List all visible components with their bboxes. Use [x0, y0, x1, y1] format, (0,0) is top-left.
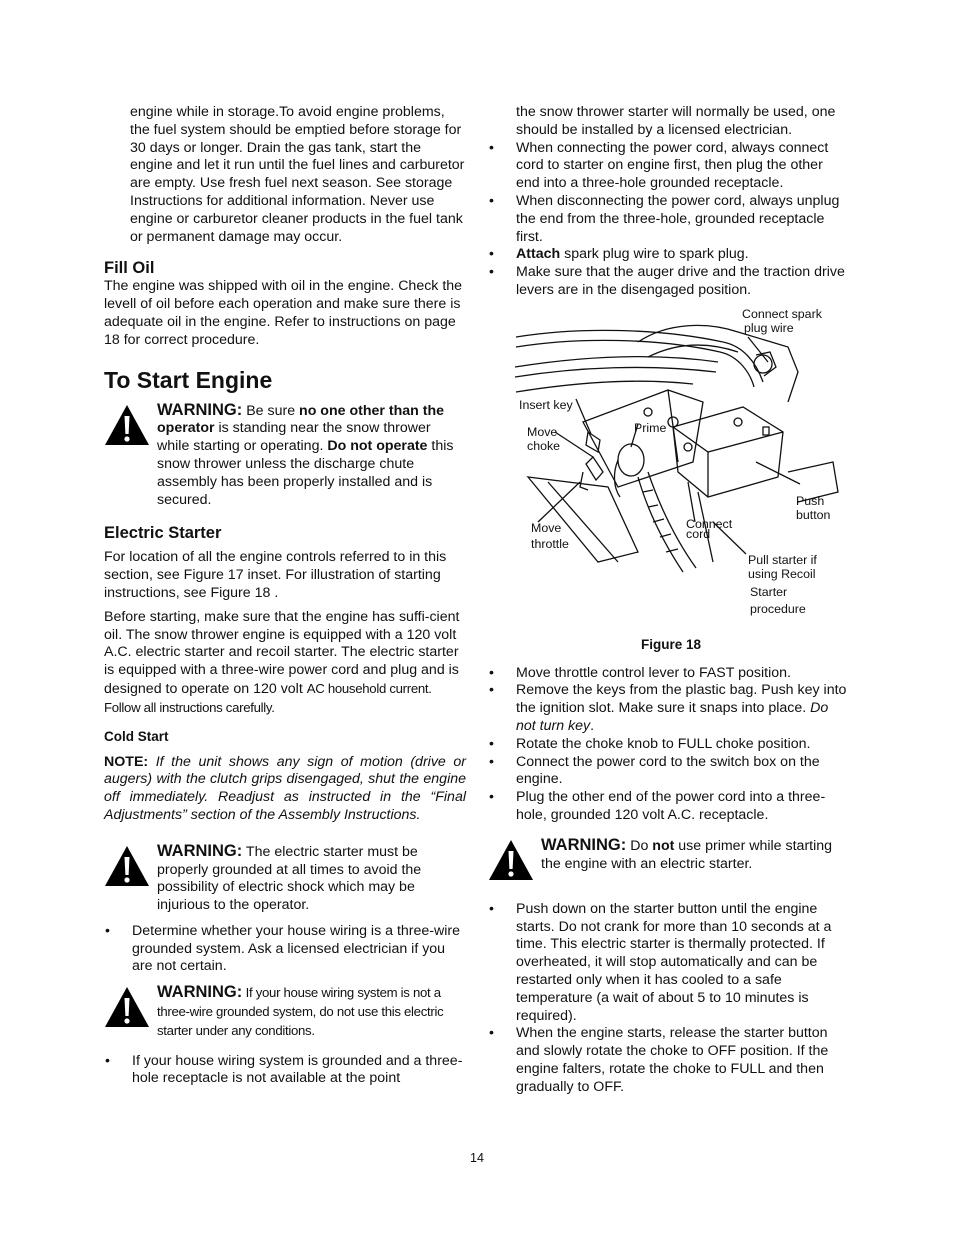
label-move-choke: Move choke	[527, 424, 561, 454]
label-prime: Prime	[634, 420, 667, 435]
cold-start-heading: Cold Start	[104, 728, 169, 744]
list-item: • Make sure that the auger drive and the traction drive levers are in the disengaged position.	[488, 264, 848, 300]
list-item: • When the engine starts, release the starter button and slowly rotate the choke to OFF position. If the engine falters, rotate the choke to FULL and then gradually to OFF.	[488, 1025, 848, 1096]
label-push-button: Push button	[796, 493, 831, 523]
list-item: • Move throttle control lever to FAST position.	[488, 665, 848, 683]
list-item: • Connect the power cord to the switch box on the engine.	[488, 754, 848, 790]
warning-block-wiring	[104, 984, 466, 1040]
intro-paragraph: engine while in storage.To avoid engine problems, the fuel system should be emptied before storage for 30 days or longer. Drain the gas tank, start the engine and let it run until the fuel lines and carburetor are empty. Use fresh fuel next season. See storage Instructions for additional information. Never use engine or carburetor cleaner products in the fuel tank or permanent damage may occur.	[130, 104, 465, 245]
fill-oil-paragraph: The engine was shipped with oil in the engine. Check the levell of oil before each operation and make sure there is adequate oil in the engine. Refer to instructions on page 18 for correct procedure.	[104, 278, 463, 348]
list-item: • When connecting the power cord, always connect cord to starter on engine first, then plug the other end into a three-hole grounded receptacle.	[488, 140, 848, 193]
list-item: • Remove the keys from the plastic bag. Push key into the ignition slot. Make sure it snaps into place. Do not turn key.	[488, 682, 848, 735]
list-item: • Rotate the choke knob to FULL choke position.	[488, 736, 848, 754]
bullet-list-power-cord	[488, 140, 848, 300]
bullet-list-starter-button	[488, 901, 848, 1097]
label-connect-cord: Connect cord	[686, 516, 733, 542]
warning-block-primer	[488, 837, 848, 881]
warning-operator-text: WARNING: Be sure no one other than the operator is standing near the snow thrower while starting or operating. Do not operate this snow thrower unless the discharge chute assembly has been properly installed and is secured.	[157, 400, 454, 508]
warning-grounding-text: WARNING: The electric starter must be properly grounded at all times to avoid the possibility of electric shock which may be injurious to the operator.	[157, 841, 422, 914]
label-connect-spark-plug-wire: Connect spark plug wire	[742, 306, 822, 336]
list-item: • Plug the other end of the power cord into a three-hole, grounded 120 volt A.C. receptacle.	[488, 789, 848, 825]
list-item: • Attach spark plug wire to spark plug.	[488, 246, 848, 264]
electric-starter-heading: Electric Starter	[104, 524, 222, 543]
list-item: • Push down on the starter button until the engine starts. Do not crank for more than 10 seconds at a time. This electric starter is thermally protected. If overheated, it will stop automatically and can be restarted only when it has cooled to a safe temperature (a wait of about 5 to 10 minutes is required).	[488, 901, 848, 1026]
figure-18	[488, 306, 848, 624]
label-move-throttle: Move throttle	[531, 520, 569, 552]
continued-paragraph: the snow thrower starter will normally be used, one should be installed by a licensed electrician.	[516, 104, 836, 138]
list-item: • When disconnecting the power cord, always unplug the end from the three-hole, grounded receptacle first.	[488, 193, 848, 246]
fill-oil-heading: Fill Oil	[104, 259, 155, 278]
label-pull-starter: Pull starter if using Recoil Starter procedure	[748, 552, 817, 617]
page-number: 14	[470, 1151, 484, 1165]
list-item: • If your house wiring system is grounded and a three-hole receptacle is not available at the point	[104, 1053, 466, 1089]
electric-starter-paragraph-2: Before starting, make sure that the engine has suffi-cient oil. The snow thrower engine is equipped with a 120 volt A.C. electric starter and recoil starter. The electric starter is equipped with a three-wire power cord and plug and is designed to operate on 120 volt AC household current. Follow all instructions carefully.	[104, 608, 460, 715]
warning-exclamation-icon	[104, 986, 150, 1028]
start-engine-heading: To Start Engine	[104, 366, 273, 393]
warning-exclamation-icon	[104, 404, 150, 446]
bullet-list-receptacle	[104, 1053, 466, 1089]
bullet-list-wiring	[104, 923, 466, 976]
warning-exclamation-icon	[104, 845, 150, 887]
right-column	[488, 104, 848, 1097]
warning-block-operator	[104, 402, 466, 510]
left-column	[104, 104, 466, 1088]
note-paragraph: NOTE: If the unit shows any sign of motion (drive or augers) with the clutch grips disengaged, shut the engine off immediately. Readjust as instructed in the “Final Adjustments” section of the Assembly Instructions.	[104, 753, 466, 823]
warning-exclamation-icon	[488, 839, 534, 881]
warning-wiring-text: WARNING: If your house wiring system is not a three-wire grounded system, do not use this electric starter under any conditions.	[157, 983, 444, 1038]
bullet-list-start-steps	[488, 665, 848, 825]
electric-starter-paragraph-1: For location of all the engine controls referred to in this section, see Figure 17 inset. For illustration of starting instructions, see Figure 18 .	[104, 549, 447, 601]
warning-primer-text: WARNING: Do not use primer while starting the engine with an electric starter.	[541, 835, 833, 872]
warning-block-grounding	[104, 843, 466, 915]
figure-caption: Figure 18	[640, 636, 702, 652]
label-insert-key: Insert key	[519, 397, 573, 412]
list-item: • Determine whether your house wiring is a three-wire grounded system. Ask a licensed electrician if you are not certain.	[104, 923, 466, 976]
